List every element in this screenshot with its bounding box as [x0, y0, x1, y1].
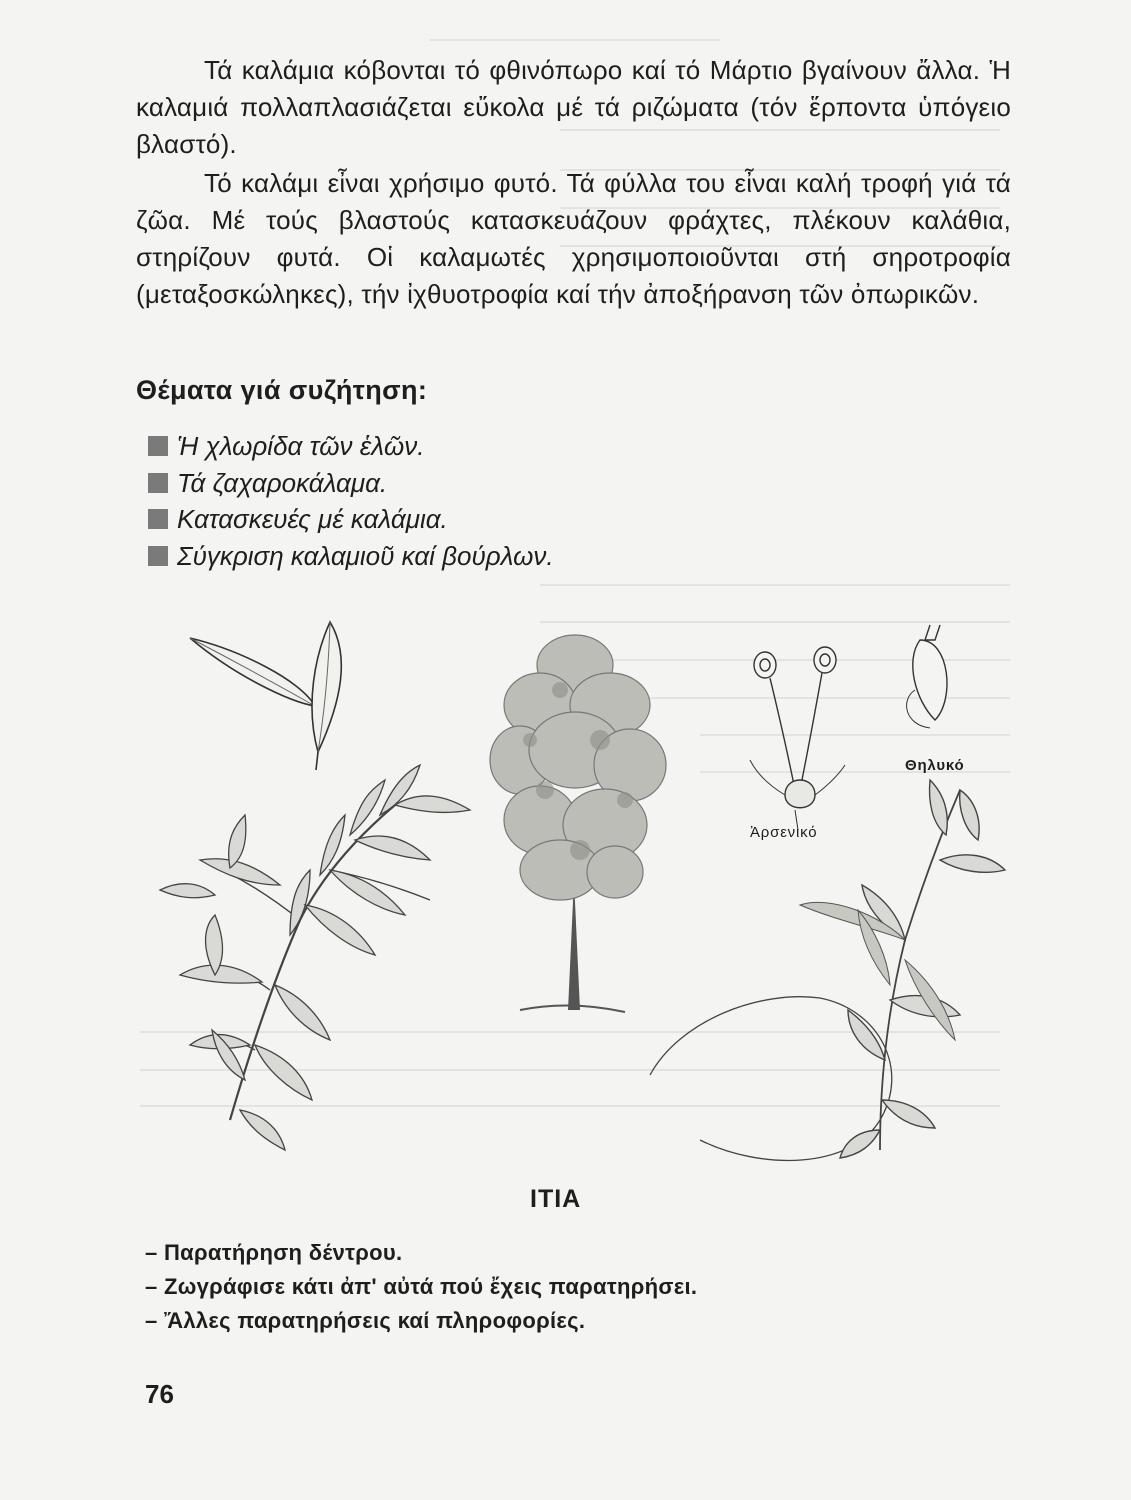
female-flower-label: Θηλυκό: [905, 757, 965, 774]
male-flower-icon: [750, 647, 845, 830]
list-item: Ἡ χλωρίδα τῶν ἑλῶν.: [148, 428, 554, 465]
catkin-branch-icon: [650, 780, 1005, 1160]
page-number: 76: [145, 1379, 174, 1409]
willow-tree-icon: [490, 635, 666, 1012]
list-item: Κατασκευές μέ καλάμια.: [148, 501, 554, 538]
list-item: – Ἄλλες παρατηρήσεις καί πληροφορίες.: [145, 1304, 697, 1338]
willow-leaf-icon: [190, 622, 341, 770]
female-flower-icon: [907, 625, 947, 728]
list-item: Τά ζαχαροκάλαμα.: [148, 465, 554, 502]
topics-heading: Θέματα γιά συζήτηση:: [136, 375, 428, 405]
willow-branch-icon: [160, 765, 470, 1150]
paragraph-reed-harvest: Τά καλάμια κόβονται τό φθινόπωρο καί τό Μάρτιο βγαίνουν ἄλλα. Ἡ καλαμιά πολλαπλασιάζεται εὔκολα μέ τά ριζώματα (τόν ἕρποντα ὑπόγειο βλαστό).: [136, 55, 1011, 159]
illustration-caption: ΙΤΙΑ: [530, 1185, 582, 1213]
paragraph-reed-uses: Τό καλάμι εἶναι χρήσιμο φυτό. Τά φύλλα του εἶναι καλή τροφή γιά τά ζῶα. Μέ τούς βλαστούς κατασκευάζουν φράχτες, πλέκουν καλάθια, στηρίζουν φυτά. Οἱ καλαμωτές χρησιμοποιοῦνται στή σηροτροφία (μεταξοσκώληκες), τήν ἰχθυοτροφία καί τήν ἀποξήρανση τῶν ὀπωρικῶν.: [136, 168, 1011, 309]
male-flower-label: Ἀρσενικό: [750, 824, 818, 841]
list-item: – Παρατήρηση δέντρου.: [145, 1236, 697, 1270]
tasks-list: [145, 1236, 697, 1338]
list-item: – Ζωγράφισε κάτι ἀπ' αὐτά πού ἔχεις παρατηρήσει.: [145, 1270, 697, 1304]
list-item: Σύγκριση καλαμιοῦ καί βούρλων.: [148, 538, 554, 575]
